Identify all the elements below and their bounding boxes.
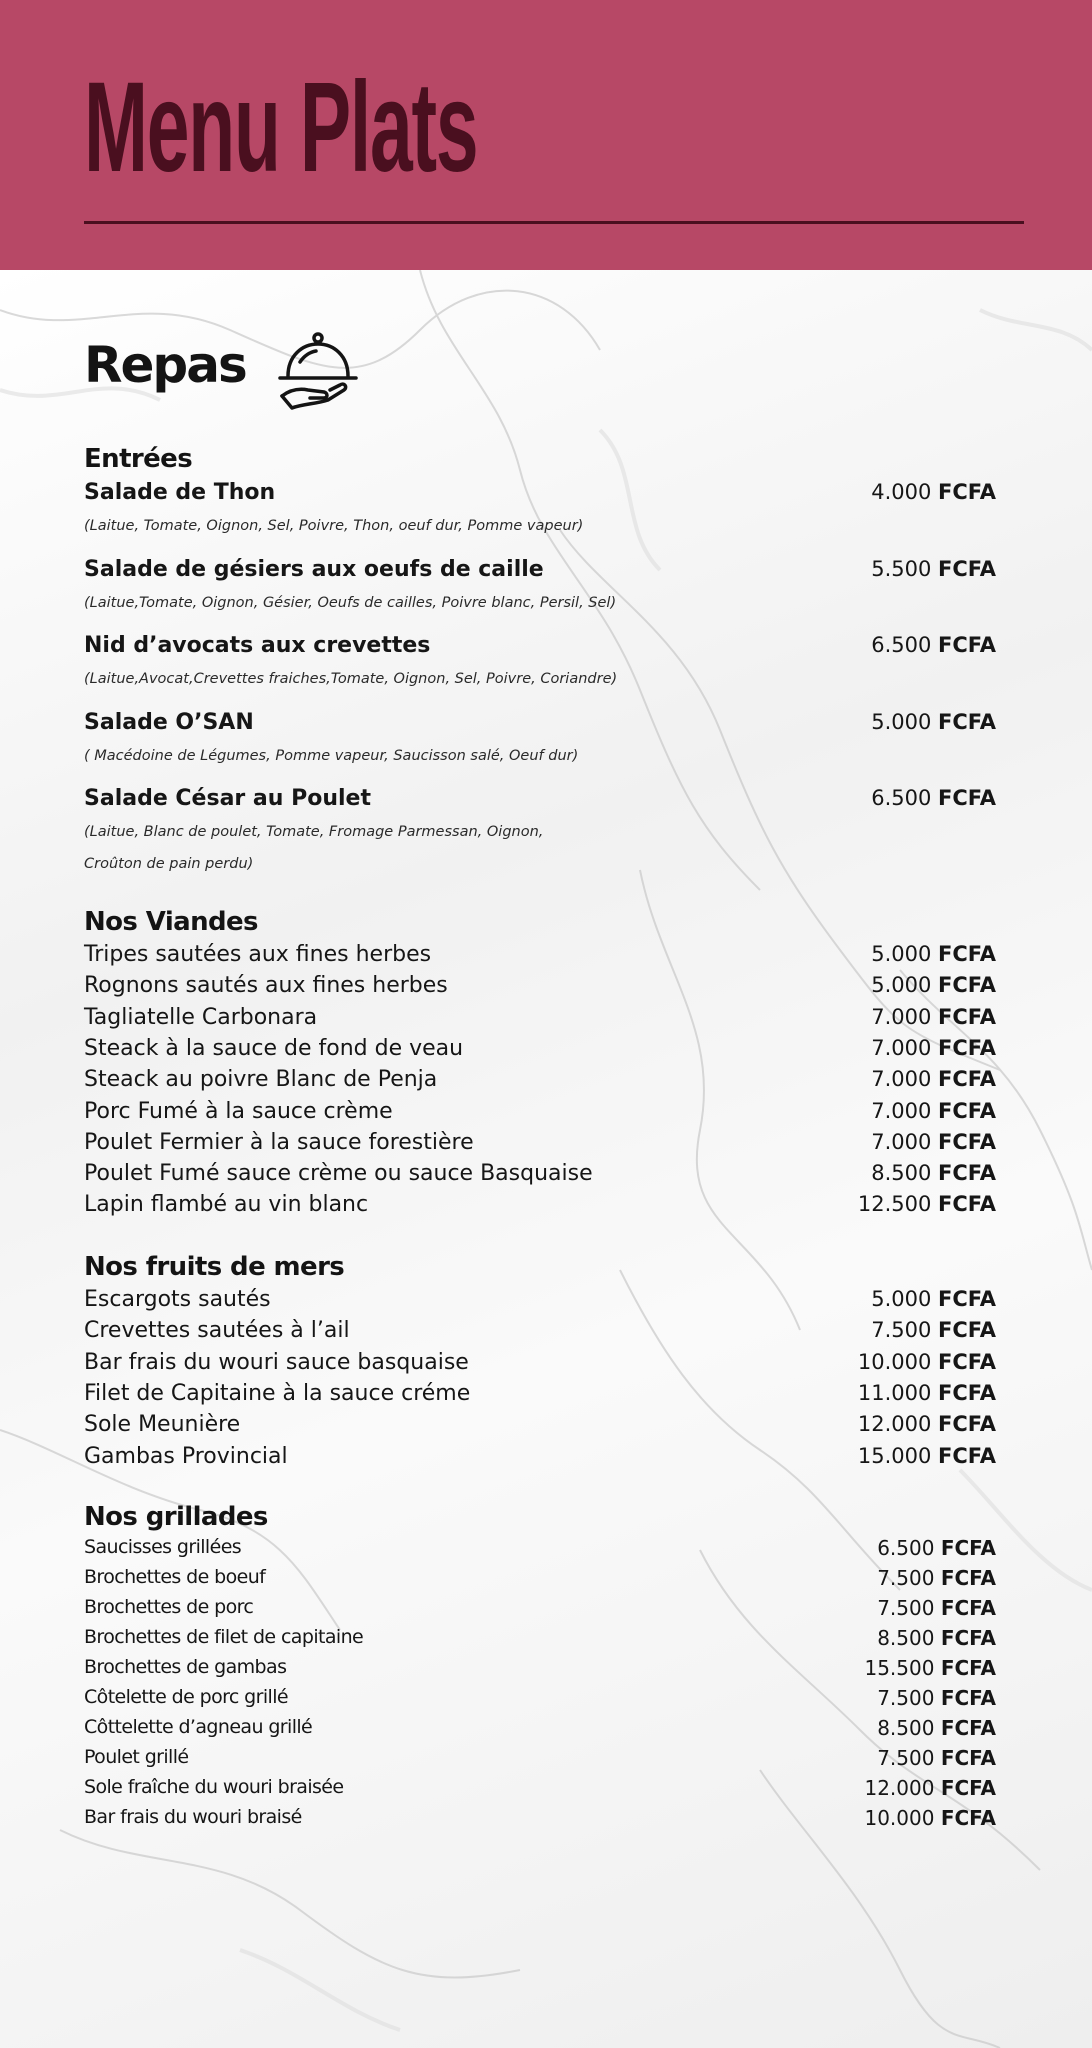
entrees-title: Entrées [84,444,193,474]
menu-item-row [84,635,996,665]
price-value: 5.000 [871,710,932,734]
item-name: Salade de Thon [84,480,276,505]
price-value: 5.000 [871,1287,932,1311]
item-name: Filet de Capitaine à la sauce créme [84,1380,471,1406]
item-name: Brochettes de boeuf [84,1566,266,1588]
menu-item-row [84,1380,996,1413]
price-value: 4.000 [871,480,932,504]
menu-item-row [84,1443,996,1476]
price-currency: FCFA [938,1161,996,1186]
price-currency: FCFA [938,1318,996,1343]
item-price [877,1598,996,1618]
cloche-icon [272,330,360,412]
menu-item-row [84,1129,996,1162]
menu-item-row [84,1194,996,1224]
item-price [877,1538,996,1558]
section-title: Repas [84,336,246,394]
price-currency: FCFA [938,710,996,734]
menu-item-row [84,1004,996,1037]
item-price [877,1748,996,1768]
price-currency: FCFA [938,1004,996,1029]
price-value: 12.500 [857,1192,932,1217]
menu-item-row [84,1778,996,1808]
item-name: Steack au poivre Blanc de Penja [84,1067,438,1093]
price-value: 5.000 [871,942,932,966]
price-currency: FCFA [940,1746,996,1770]
item-price [864,1778,996,1798]
price-value: 15.000 [857,1443,932,1468]
price-value: 10.000 [864,1806,935,1830]
item-price [877,1688,996,1708]
price-value: 7.000 [871,1035,932,1060]
menu-item-row [84,1538,996,1568]
price-currency: FCFA [940,1806,996,1830]
item-price [871,1069,996,1090]
item-price [871,482,996,503]
item-price [871,1163,996,1184]
item-name: Brochettes de filet de capitaine [84,1626,364,1648]
price-value: 7.500 [877,1746,935,1770]
price-value: 12.000 [857,1412,932,1437]
item-price [871,1129,996,1154]
item-price [877,1568,996,1588]
item-description: (Laitue, Blanc de poulet, Tomate, Fromage Parmessan, Oignon, [84,824,544,840]
price-value: 8.500 [877,1716,935,1740]
menu-item-row [84,1808,996,1838]
menu-item-row [84,1069,996,1099]
price-currency: FCFA [938,786,996,810]
price-value: 5.500 [871,557,932,581]
item-description: ( Macédoine de Légumes, Pomme vapeur, Saucisson salé, Oeuf dur) [84,748,579,764]
price-currency: FCFA [938,1287,996,1311]
item-name: Salade César au Poulet [84,786,371,811]
price-currency: FCFA [940,1776,996,1800]
item-name: Poulet Fumé sauce crème ou sauce Basquaise [84,1161,593,1187]
price-value: 15.500 [864,1656,935,1680]
price-value: 7.000 [871,1098,932,1123]
item-name: Poulet grillé [84,1746,189,1768]
fruits-de-mer-title: Nos fruits de mers [84,1252,345,1282]
item-name: Brochettes de gambas [84,1656,287,1678]
price-value: 7.500 [877,1596,935,1620]
item-name: Tripes sautées aux fines herbes [84,942,432,967]
price-currency: FCFA [938,1443,996,1468]
item-name: Rognons sautés aux fines herbes [84,973,448,999]
price-value: 7.500 [877,1566,935,1590]
menu-item-row [84,1568,996,1598]
item-description: (Laitue, Tomate, Oignon, Sel, Poivre, Thon, oeuf dur, Pomme vapeur) [84,518,584,534]
price-value: 6.500 [871,786,932,810]
item-price [858,1414,996,1435]
price-value: 7.000 [871,1004,932,1029]
viandes-title: Nos Viandes [84,907,258,937]
item-price [871,712,996,733]
item-name: Crevettes sautées à l’ail [84,1318,350,1344]
item-price [871,1004,996,1029]
menu-item-row [84,1349,996,1382]
price-currency: FCFA [938,1192,996,1217]
menu-item-row [84,1718,996,1748]
item-name: Salade O’SAN [84,710,254,735]
item-name: Salade de gésiers aux oeufs de caille [84,557,544,582]
item-price [871,1320,996,1341]
price-currency: FCFA [938,942,996,966]
grillades-title: Nos grillades [84,1502,268,1532]
item-price [871,788,996,809]
price-currency: FCFA [938,1098,996,1123]
menu-item-row [84,559,996,589]
item-price [877,1628,996,1648]
price-currency: FCFA [938,633,996,657]
item-price [857,1349,996,1374]
menu-item-row [84,1628,996,1658]
price-currency: FCFA [940,1626,996,1650]
menu-item-row [84,1658,996,1688]
menu-item-row [84,1320,996,1350]
price-value: 7.500 [871,1318,932,1343]
item-name: Bar frais du wouri sauce basquaise [84,1349,469,1375]
item-name: Lapin flambé au vin blanc [84,1192,369,1218]
page-title: Menu Plats [84,56,478,199]
price-value: 7.500 [877,1686,935,1710]
item-price [857,1443,996,1468]
item-price [871,1098,996,1123]
item-name: Porc Fumé à la sauce crème [84,1098,393,1124]
price-currency: FCFA [938,557,996,581]
price-currency: FCFA [938,1035,996,1060]
item-price [871,559,996,580]
item-price [871,1289,996,1310]
item-name: Poulet Fermier à la sauce forestière [84,1129,474,1155]
item-name: Brochettes de porc [84,1596,254,1618]
menu-item-row [84,788,996,818]
price-currency: FCFA [938,1412,996,1437]
item-description: (Laitue,Avocat,Crevettes fraiches,Tomate, Oignon, Sel, Poivre, Coriandre) [84,671,618,687]
menu-item-row [84,1035,996,1068]
item-name: Gambas Provincial [84,1443,288,1469]
price-currency: FCFA [940,1716,996,1740]
item-price [864,1658,996,1678]
price-value: 11.000 [857,1380,932,1405]
item-price [871,1035,996,1060]
item-price [877,1718,996,1738]
menu-item-row [84,1098,996,1131]
price-value: 10.000 [857,1349,932,1374]
menu-item-row [84,1414,996,1444]
item-name: Nid d’avocats aux crevettes [84,633,431,658]
price-currency: FCFA [940,1656,996,1680]
menu-item-row [84,482,996,512]
menu-item-row [84,1748,996,1778]
price-value: 7.000 [871,1129,932,1154]
item-name: Tagliatelle Carbonara [84,1004,318,1030]
item-name: Sole fraîche du wouri braisée [84,1776,344,1798]
menu-item-row [84,975,996,1005]
price-currency: FCFA [940,1596,996,1620]
price-value: 12.000 [864,1776,935,1800]
item-price [864,1808,996,1828]
price-value: 7.000 [871,1067,932,1092]
item-price [871,944,996,965]
item-description: Croûton de pain perdu) [84,856,254,872]
item-name: Côttelette d’agneau grillé [84,1716,313,1738]
item-description: (Laitue,Tomate, Oignon, Gésier, Oeufs de cailles, Poivre blanc, Persil, Sel) [84,595,617,611]
price-value: 6.500 [871,633,932,657]
item-name: Bar frais du wouri braisé [84,1806,302,1828]
menu-item-row [84,1163,996,1193]
menu-item-row [84,712,996,742]
price-value: 8.500 [871,1161,932,1186]
item-price [858,1194,996,1215]
price-currency: FCFA [940,1566,996,1590]
price-value: 8.500 [877,1626,935,1650]
item-price [857,1380,996,1405]
menu-item-row [84,944,996,974]
menu-item-row [84,1688,996,1718]
price-currency: FCFA [940,1686,996,1710]
price-currency: FCFA [938,480,996,504]
price-currency: FCFA [938,1380,996,1405]
price-currency: FCFA [938,973,996,998]
price-value: 5.000 [871,973,932,998]
item-name: Steack à la sauce de fond de veau [84,1035,464,1061]
price-value: 6.500 [877,1536,935,1560]
item-name: Saucisses grillées [84,1536,242,1558]
item-name: Escargots sautés [84,1287,271,1312]
price-currency: FCFA [940,1536,996,1560]
item-price [871,975,996,996]
item-price [871,635,996,656]
price-currency: FCFA [938,1349,996,1374]
price-currency: FCFA [938,1129,996,1154]
price-currency: FCFA [938,1067,996,1092]
item-name: Sole Meunière [84,1412,241,1438]
item-name: Côtelette de porc grillé [84,1686,288,1708]
menu-item-row [84,1289,996,1319]
menu-item-row [84,1598,996,1628]
